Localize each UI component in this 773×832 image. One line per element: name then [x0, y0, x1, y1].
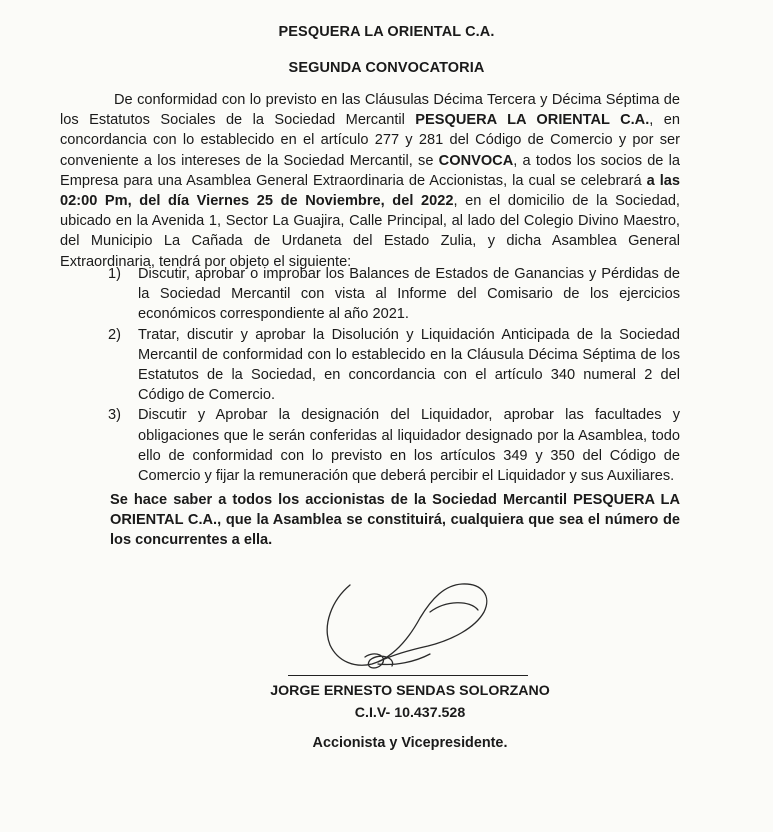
intro-company-bold: PESQUERA LA ORIENTAL C.A. [415, 112, 650, 129]
signer-name: JORGE ERNESTO SENDAS SOLORZANO [270, 683, 550, 699]
document-subtitle: SEGUNDA CONVOCATORIA [288, 60, 485, 76]
intro-convoca-bold: CONVOCA [438, 152, 514, 169]
agenda-item-number: 1) [108, 266, 121, 282]
intro-text-1: De conformidad con lo previsto en las Cláusulas Décima Tercera y Décima Séptima de los Estatutos Sociales de la Sociedad Mercantil [60, 92, 680, 129]
intro-text-3: , a todos los socios de la Empresa para una Asamblea General Extraordinaria de Accionistas, la cual se celebrará [60, 152, 680, 189]
intro-text-4: , en el domicilio de la Sociedad, ubicado en la Avenida 1, Sector La Guajira, Calle Principal, al lado del Colegio Divino Maestro, del Municipio La Cañada de Urdaneta del Estado Zulia, y dicha Asamblea General Extraordinaria, tendrá por objeto el siguiente: [60, 193, 680, 270]
agenda-item-number: 2) [108, 326, 121, 343]
intro-date-bold: a las 02:00 Pm, del día Viernes 25 de Noviembre, del 2022 [60, 172, 680, 210]
signer-role: Accionista y Vicepresidente. [312, 735, 508, 751]
agenda-item-text: Discutir, aprobar o improbar los Balances de Estados de Ganancias y Pérdidas de la Sociedad Mercantil con vista al Informe del Comisario de los ejercicios económicos correspondiente al año 2021. [138, 266, 680, 323]
signature-line [288, 675, 528, 676]
intro-text-2: , en concordancia con lo establecido en el artículo 277 y 281 del Código de Comercio y por ser conveniente a los intereses de la Sociedad Mercantil, se [60, 112, 680, 169]
signer-id: C.I.V- 10.437.528 [354, 705, 466, 721]
company-title: PESQUERA LA ORIENTAL C.A. [278, 24, 495, 40]
agenda-item-text: Tratar, discutir y aprobar la Disolución y Liquidación Anticipada de la Sociedad Mercantil de conformidad con lo establecido en la Cláusula Décima Séptima de los Estatutos de la Sociedad, en concordancia con el artículo 340 numeral 2 del Código de Comercio. [138, 326, 680, 404]
agenda-item-number: 3) [108, 407, 121, 424]
agenda-item-text: Discutir y Aprobar la designación del Liquidador, aprobar las facultades y obligaciones que le serán conferidas al liquidador designado por la Asamblea, todo ello de conformidad con lo previsto en los artículos 349 y 350 del Código de Comercio y fijar la remuneración que deberá percibir el Liquidador y sus Auxiliares. [138, 407, 680, 485]
closing-notice: Se hace saber a todos los accionistas de la Sociedad Mercantil PESQUERA LA ORIENTAL C.A., que la Asamblea se constituirá, cualquiera que sea el número de los concurrentes a ella. [110, 492, 680, 549]
